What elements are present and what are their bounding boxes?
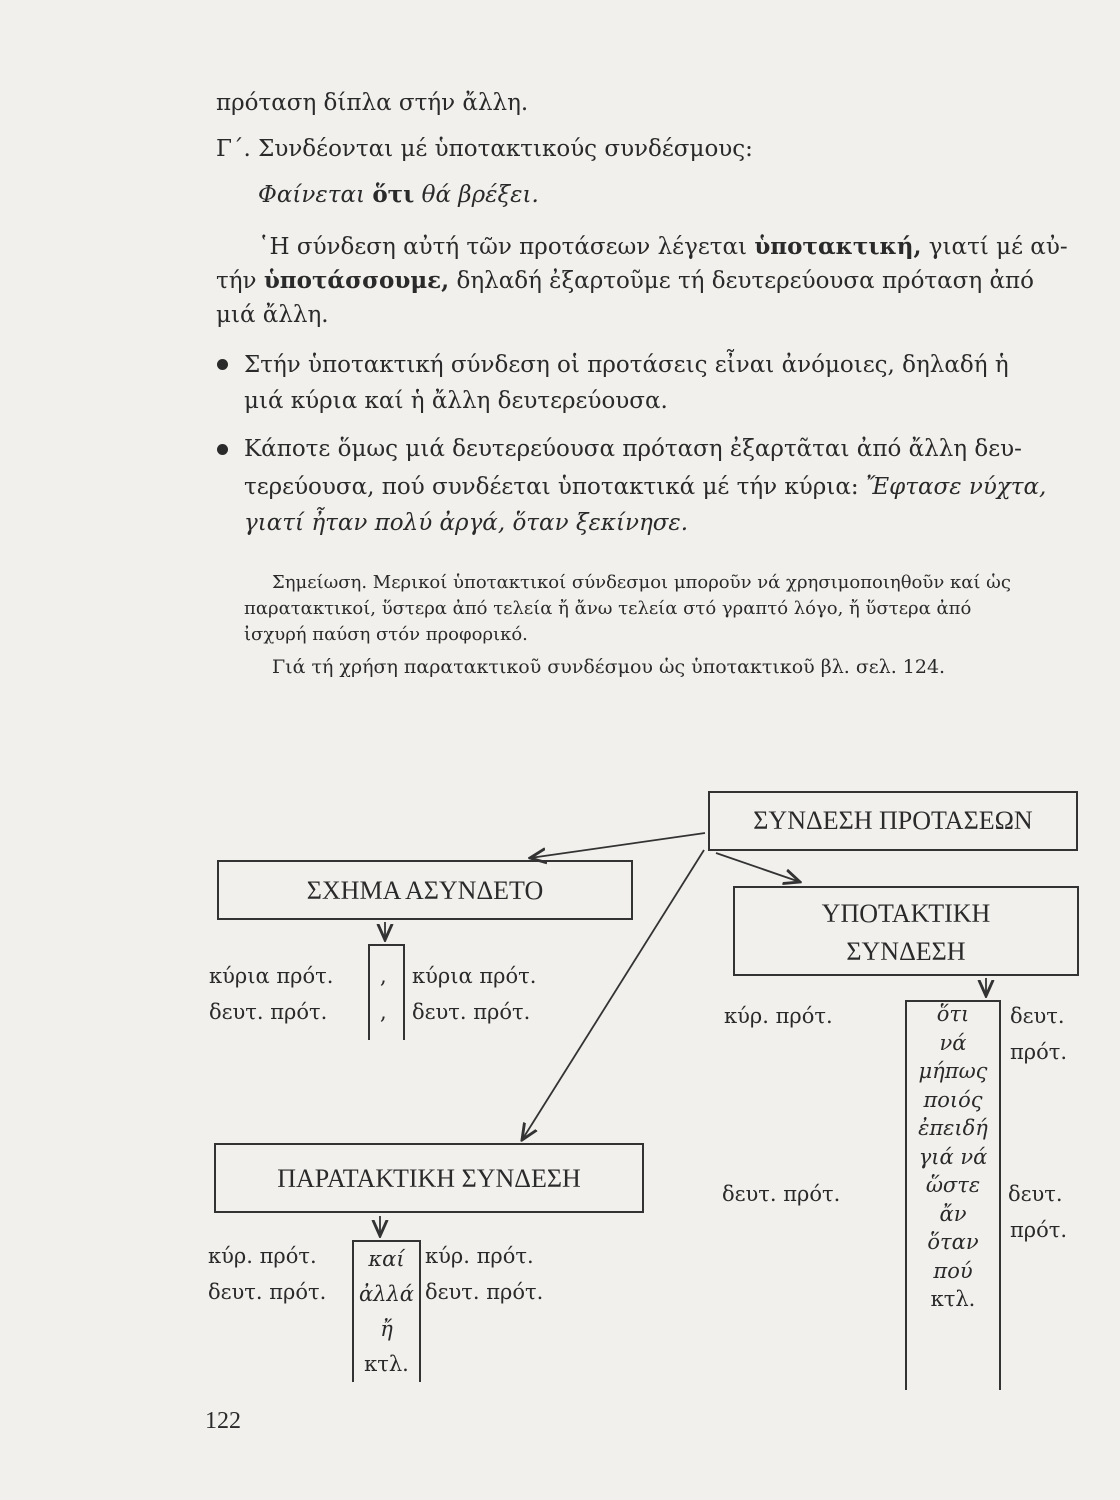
hypotaktiki-right: δευτ. [1008, 1182, 1063, 1206]
hypotaktiki-label: ΥΠΟΤΑΚΤΙΚΗ [821, 899, 991, 928]
example-text: θά βρέξει. [421, 182, 539, 208]
text-line: πρόταση δίπλα στήν ἄλλη. [216, 90, 529, 116]
conjunction: κτλ. [930, 1287, 976, 1311]
conjunction: ἤ [380, 1317, 393, 1341]
conjunction: μήπως [918, 1059, 988, 1083]
text: τερεύουσα, πού συνδέεται ὑποτακτικά μέ τήν κύρια: [244, 474, 859, 500]
conjunction: κτλ. [364, 1352, 409, 1376]
hypotaktiki-right: πρότ. [1010, 1218, 1068, 1242]
example-text: Ἔφτασε νύχτα, [865, 474, 1047, 500]
example-conjunction: ὅτι [372, 181, 415, 208]
parataktiki-conjunctions [354, 1242, 419, 1382]
conjunction: γιά νά [918, 1144, 988, 1169]
asyndeto-left: δευτ. πρότ. [209, 1000, 328, 1024]
hypotaktiki-right: πρότ. [1010, 1040, 1068, 1064]
arrow-to-asyndeto [530, 833, 705, 858]
asyndeto-mid: , [380, 1000, 387, 1024]
conjunction: ποιός [923, 1087, 983, 1112]
table-rule [999, 1000, 1001, 1390]
conjunction: καί [368, 1247, 405, 1271]
conjunction: πού [933, 1258, 973, 1283]
conjunction: ἐπειδή [918, 1116, 988, 1140]
hypotaktiki-right: δευτ. [1010, 1004, 1065, 1028]
asyndeto-right: κύρια πρότ. [412, 964, 537, 988]
asyndeto-right: δευτ. πρότ. [412, 1000, 531, 1024]
arrow-to-hypotaktiki [716, 853, 800, 882]
section-heading: Γ΄. Συνδέονται μέ ὑποτακτικούς συνδέσμους: [216, 136, 753, 162]
asyndeto-mid: , [380, 964, 387, 988]
note-line: Σημείωση. Μερικοί ὑποτακτικοί σύνδεσμοι μποροῦν νά χρησιμοποιηθοῦν καί ὡς [272, 572, 1011, 593]
root-label: ΣΥΝΔΕΣΗ ΠΡΟΤΑΣΕΩΝ [753, 806, 1033, 835]
term: ὑποτακτική, [754, 233, 922, 260]
parataktiki-left: κύρ. πρότ. [208, 1244, 317, 1268]
conjunction: ὅταν [927, 1230, 979, 1254]
term: ὑποτάσσουμε, [263, 267, 450, 294]
text: γιατί μέ αὐ- [928, 234, 1068, 260]
arrow-to-parataktiki [522, 850, 704, 1140]
note-line: Γιά τή χρήση παρατακτικοῦ συνδέσμου ὡς ὑποτακτικοῦ βλ. σελ. 124. [272, 656, 946, 678]
bullet-line: Στήν ὑποτακτική σύνδεση οἱ προτάσεις εἶναι ἀνόμοιες, δηλαδή ἡ [244, 352, 1009, 378]
text: δηλαδή ἐξαρτοῦμε τή δευτερεύουσα πρόταση ἀπό [456, 268, 1034, 294]
hypotaktiki-left: δευτ. πρότ. [722, 1182, 841, 1206]
text: τήν [216, 268, 257, 294]
example-text: Φαίνεται [258, 182, 366, 208]
parataktiki-right: δευτ. πρότ. [425, 1280, 544, 1304]
table-rule [419, 1240, 421, 1382]
bullet-line: μιά κύρια καί ἡ ἄλλη δευτερεύουσα. [244, 388, 668, 414]
hypotaktiki-left: κύρ. πρότ. [724, 1004, 833, 1028]
text: ῾Η σύνδεση αὐτή τῶν προτάσεων λέγεται [258, 234, 748, 260]
conjunction: ἄν [939, 1201, 967, 1226]
note-line: παρατακτικοί, ὕστερα ἀπό τελεία ἤ ἄνω τελεία στό γραπτό λόγο, ἤ ὕστερα ἀπό [244, 598, 972, 619]
conjunction: νά [939, 1030, 967, 1055]
asyndeto-left: κύρια πρότ. [209, 964, 334, 988]
note-line: ἰσχυρή παύση στόν προφορικό. [244, 624, 528, 645]
table-rule [368, 944, 404, 946]
conjunction: ἀλλά [359, 1282, 414, 1306]
parataktiki-right: κύρ. πρότ. [425, 1244, 534, 1268]
table-rule [368, 944, 370, 1040]
parataktiki-label: ΠΑΡΑΤΑΚΤΙΚΗ ΣΥΝΔΕΣΗ [277, 1164, 581, 1193]
paragraph-line: μιά ἄλλη. [216, 302, 329, 328]
table-rule [403, 944, 405, 1040]
hypotaktiki-label: ΣΥΝΔΕΣΗ [846, 937, 966, 966]
conjunction: ὅτι [936, 1002, 970, 1026]
page-number: 122 [205, 1408, 241, 1434]
bullet-line: γιατί ἦταν πολύ ἀργά, ὅταν ξεκίνησε. [244, 510, 689, 536]
conjunction: ὥστε [925, 1173, 981, 1197]
asyndeto-label: ΣΧΗΜΑ ΑΣΥΝΔΕΤΟ [306, 876, 544, 905]
parataktiki-left: δευτ. πρότ. [208, 1280, 327, 1304]
conjunction-list [907, 1000, 999, 1314]
bullet-line: Κάποτε ὅμως μιά δευτερεύουσα πρόταση ἐξαρτᾶται ἀπό ἄλλη δευ- [244, 436, 1022, 462]
